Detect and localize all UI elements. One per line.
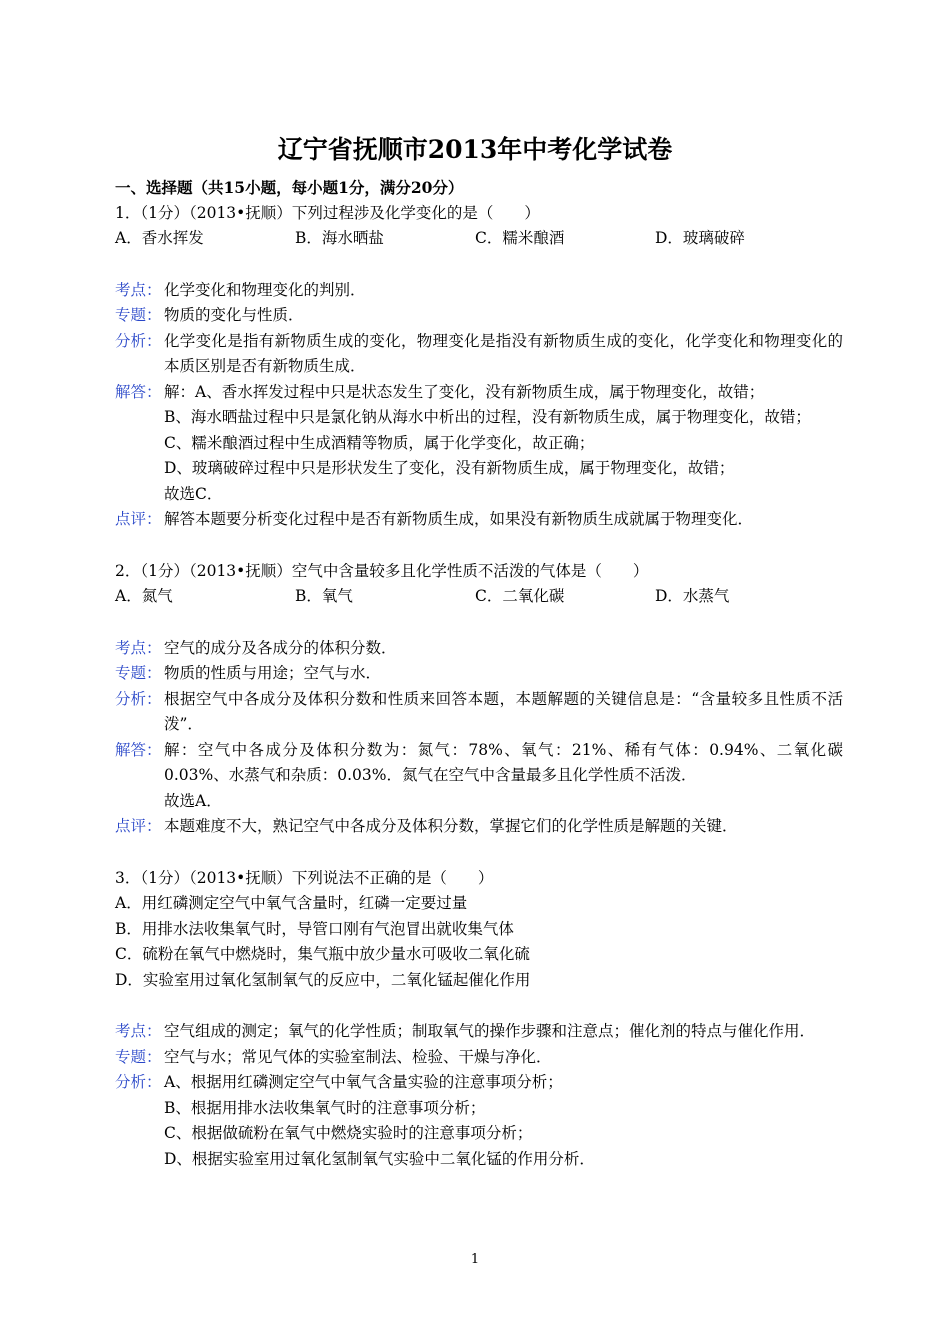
question-2-zhuanti	[115, 661, 843, 687]
fenxi-line: C、根据做硫粉在氧气中燃烧实验时的注意事项分析；	[164, 1124, 533, 1142]
question-1-option-d: D．玻璃破碎	[655, 229, 745, 247]
question-2-fenxi	[115, 687, 843, 738]
zhuanti-text: 物质的变化与性质．	[164, 306, 304, 324]
question-1-option-c: C．糯米酿酒	[475, 229, 565, 247]
fenxi-line: A、根据用红磷测定空气中氧气含量实验的注意事项分析；	[164, 1073, 563, 1091]
question-2-jieda	[115, 738, 843, 815]
question-2-kaodian	[115, 636, 843, 662]
zhuanti-label: 专题：	[115, 1047, 162, 1066]
fenxi-line: B、根据用排水法收集氧气时的注意事项分析；	[164, 1098, 486, 1117]
question-3-option-a: A．用红磷测定空气中氧气含量时，红磷一定要过量	[115, 894, 468, 912]
jieda-label: 解答：	[115, 740, 162, 759]
dianping-label: 点评：	[115, 510, 162, 528]
section-heading: 一、选择题（共15小题，每小题1分，满分20分）	[115, 178, 464, 197]
question-1-stem: 1．（1分）（2013•抚顺）下列过程涉及化学变化的是（ ）	[115, 203, 540, 222]
question-2-option-d: D．水蒸气	[655, 587, 730, 605]
spacer	[115, 610, 843, 636]
question-2-stem: 2．（1分）（2013•抚顺）空气中含量较多且化学性质不活泼的气体是（ ）	[115, 561, 649, 580]
question-3-option-c: C．硫粉在氧气中燃烧时，集气瓶中放少量水可吸收二氧化硫	[115, 945, 530, 963]
fenxi-line: D、根据实验室用过氧化氢制氧气实验中二氧化锰的作用分析．	[164, 1149, 595, 1168]
question-3-stem: 3．（1分）（2013•抚顺）下列说法不正确的是（ ）	[115, 868, 494, 887]
zhuanti-label: 专题：	[115, 664, 162, 682]
page-title: 辽宁省抚顺市2013年中考化学试卷	[277, 135, 673, 164]
kaodian-label: 考点：	[115, 280, 162, 299]
question-3-fenxi	[115, 1070, 843, 1172]
document-content	[115, 175, 843, 1172]
zhuanti-text: 空气与水；常见气体的实验室制法、检验、干燥与净化．	[164, 1047, 552, 1066]
kaodian-label: 考点：	[115, 1022, 162, 1040]
jieda-line: 故选A．	[164, 791, 222, 810]
kaodian-label: 考点：	[115, 638, 162, 657]
question-2-dianping	[115, 814, 843, 840]
question-1-option-a: A．香水挥发	[115, 229, 204, 247]
dianping-text: 本题难度不大，熟记空气中各成分及体积分数，掌握它们的化学性质是解题的关键．	[164, 817, 738, 835]
question-3-option-d: D．实验室用过氧化氢制氧气的反应中，二氧化锰起催化作用	[115, 970, 531, 989]
dianping-label: 点评：	[115, 817, 162, 835]
spacer	[115, 533, 843, 559]
question-1-jieda	[115, 380, 843, 508]
kaodian-text: 化学变化和物理变化的判别．	[164, 280, 366, 299]
question-1-kaodian	[115, 278, 843, 304]
question-2-options	[115, 584, 843, 610]
fenxi-label: 分析：	[115, 689, 162, 708]
question-1-options	[115, 226, 843, 252]
kaodian-text: 空气组成的测定；氧气的化学性质；制取氧气的操作步骤和注意点；催化剂的特点与催化作用．	[164, 1022, 816, 1040]
zhuanti-label: 专题：	[115, 306, 162, 324]
spacer	[115, 252, 843, 278]
fenxi-label: 分析：	[115, 1073, 162, 1091]
question-1-fenxi	[115, 329, 843, 380]
jieda-line: D、玻璃破碎过程中只是形状发生了变化，没有新物质生成，属于物理变化，故错；	[164, 459, 735, 477]
spacer	[115, 840, 843, 866]
question-1-option-b: B．海水晒盐	[295, 229, 384, 247]
jieda-line: B、海水晒盐过程中只是氯化钠从海水中析出的过程，没有新物质生成，属于物理变化，故错；	[164, 408, 811, 426]
jieda-line: C、糯米酿酒过程中生成酒精等物质，属于化学变化，故正确；	[164, 433, 595, 452]
question-3-option-b: B．用排水法收集氧气时，导管口刚有气泡冒出就收集气体	[115, 919, 514, 938]
page-number: 1	[470, 1252, 480, 1267]
zhuanti-text: 物质的性质与用途；空气与水．	[164, 664, 382, 682]
question-1-zhuanti	[115, 303, 843, 329]
dianping-text: 解答本题要分析变化过程中是否有新物质生成，如果没有新物质生成就属于物理变化．	[164, 510, 754, 528]
jieda-text: 解：空气中各成分及体积分数为：氮气：78%、氧气：21%、稀有气体：0.94%、二氧化碳0.03%、水蒸气和杂质：0.03%．氮气在空气中含量最多且化学性质不活泼．	[164, 740, 843, 784]
question-3-kaodian	[115, 1019, 843, 1045]
jieda-line: 故选C．	[164, 484, 223, 503]
spacer	[115, 993, 843, 1019]
jieda-line: 解：A、香水挥发过程中只是状态发生了变化，没有新物质生成，属于物理变化，故错；	[164, 382, 765, 401]
question-2-option-a: A．氮气	[115, 587, 173, 605]
fenxi-text: 根据空气中各成分及体积分数和性质来回答本题，本题解题的关键信息是：“含量较多且性质不活泼”．	[164, 689, 843, 733]
kaodian-text: 空气的成分及各成分的体积分数．	[164, 638, 397, 657]
question-1-dianping	[115, 507, 843, 533]
fenxi-label: 分析：	[115, 331, 162, 350]
jieda-label: 解答：	[115, 382, 162, 401]
question-3-zhuanti	[115, 1045, 843, 1071]
fenxi-text: 化学变化是指有新物质生成的变化，物理变化是指没有新物质生成的变化，化学变化和物理变化的本质区别是否有新物质生成．	[164, 331, 843, 375]
question-2-option-c: C．二氧化碳	[475, 587, 565, 605]
question-2-option-b: B．氧气	[295, 587, 353, 605]
